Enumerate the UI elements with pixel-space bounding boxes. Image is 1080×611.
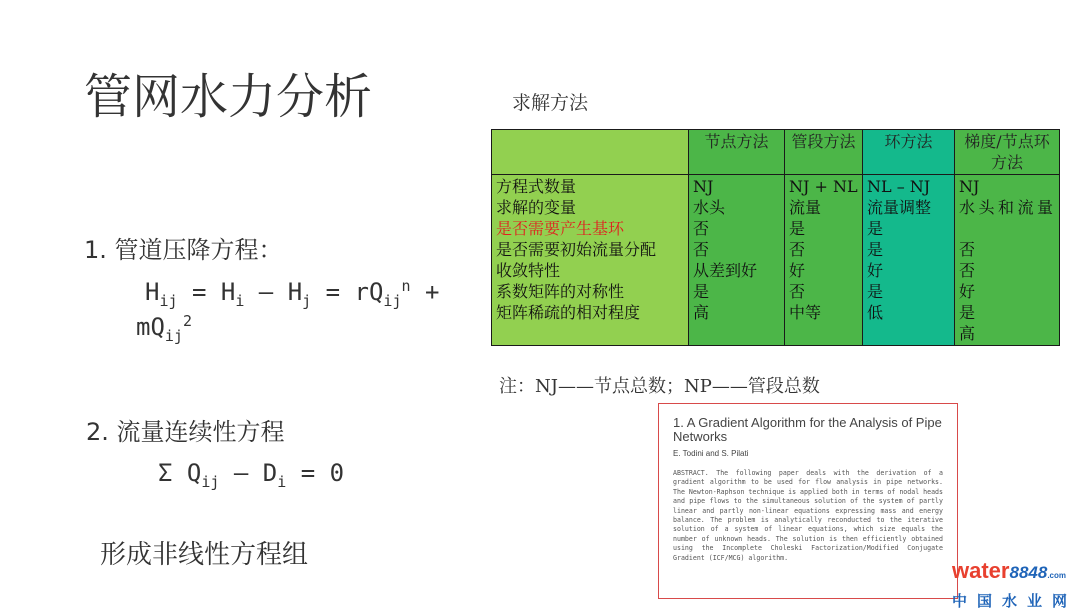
table-value: 好 <box>959 282 976 301</box>
paper-authors: E. Todini and S. Pilati <box>673 449 749 458</box>
equation-1-label: 1. 管道压降方程： <box>84 236 283 264</box>
row-label: 矩阵稀疏的相对程度 <box>496 303 641 322</box>
table-value: 是 <box>867 240 884 259</box>
table-header-corner <box>492 130 689 175</box>
slide-title: 管网水力分析 <box>84 69 373 125</box>
method-column-cell <box>689 175 785 346</box>
table-value: 是 <box>867 282 884 301</box>
table-value: 流量 <box>789 198 822 217</box>
row-label: 是否需要初始流量分配 <box>496 240 657 259</box>
table-value: 否 <box>693 219 710 238</box>
table-value: 否 <box>959 240 976 259</box>
table-value: NJ <box>959 177 980 196</box>
table-value: 否 <box>789 240 806 259</box>
equation-2-label: 2. 流量连续性方程 <box>86 418 285 446</box>
table-value: 低 <box>867 303 884 322</box>
row-label: 收敛特性 <box>496 261 561 280</box>
table-value: 好 <box>867 261 884 280</box>
paper-excerpt-image <box>658 403 958 599</box>
row-label: 系数矩阵的对称性 <box>496 282 625 301</box>
logo-subtitle: 中国水业网 <box>952 592 1078 610</box>
table-value: 是 <box>867 219 884 238</box>
table-value: 是 <box>959 303 976 322</box>
method-column-cell <box>863 175 955 346</box>
table-caption: 求解方法 <box>512 92 589 114</box>
table-value: NL – NJ <box>867 177 931 196</box>
table-value: 是 <box>789 219 806 238</box>
logo-wordmark: water8848.com <box>952 558 1066 583</box>
water8848-logo <box>952 560 1077 611</box>
table-value: 流量调整 <box>867 198 932 217</box>
table-value: 水头和流量 <box>959 198 1055 217</box>
equation-2-formula: Σ $Q_{ij} - D_i = 0$ <box>158 459 345 491</box>
table-value: 否 <box>693 240 710 259</box>
table-value: NJ <box>693 177 714 196</box>
paper-abstract: ABSTRACT. The following paper deals with the derivation of a gradient algorithm to be used for flow analysis in pipe networks. The Newton-Raphson technique is applied both in terms of nodal heads and pipe flows to the simultaneous solution of the system of partly linear and partly non-linear equations expressing mass and energy balance. The problem is analytically reconducted to the iterative solution of a system of linear equations, which size equals the number of unknown heads. The solution is then efficiently obtained using the Incomplete Choleski Factorization/Modified Conjugate Gradient (ICF/MCG) algorithm. <box>673 469 943 562</box>
equation-1-formula-line1: $H_{ij} = H_i - H_j = rQ_{ij}^n$ + <box>145 277 440 310</box>
row-label: 方程式数量 <box>496 177 577 196</box>
table-value: 否 <box>959 261 976 280</box>
row-label: 求解的变量 <box>496 198 577 217</box>
conclusion-text: 形成非线性方程组 <box>100 540 309 570</box>
table-body-row <box>492 175 1060 346</box>
table-value: NJ + NL <box>789 177 858 196</box>
table-header-cell: 环方法 <box>863 130 955 175</box>
table-value: 水头 <box>693 198 726 217</box>
table-header-row <box>492 130 1060 175</box>
table-footnote: 注：NJ——节点总数；NP——管段总数 <box>499 376 820 397</box>
table-header-cell: 管段方法 <box>785 130 863 175</box>
table-value: 高 <box>693 303 710 322</box>
row-labels-cell <box>492 175 689 346</box>
table-value: 否 <box>789 282 806 301</box>
table-value: 从差到好 <box>693 261 758 280</box>
table-value: 是 <box>693 282 710 301</box>
methods-comparison-table <box>491 129 1060 346</box>
table-header-cell: 节点方法 <box>689 130 785 175</box>
paper-title: 1. A Gradient Algorithm for the Analysis of Pipe Networks <box>673 415 942 444</box>
equation-1-formula-line2: $mQ_{ij}^2$ <box>136 312 192 345</box>
table-header-cell: 梯度/节点环方法 <box>955 130 1060 175</box>
table-value: 好 <box>789 261 806 280</box>
method-column-cell <box>785 175 863 346</box>
table-value: 中等 <box>789 303 822 322</box>
row-label: 是否需要产生基环 <box>496 219 625 238</box>
method-column-cell <box>955 175 1060 346</box>
table-value: 高 <box>959 324 976 343</box>
